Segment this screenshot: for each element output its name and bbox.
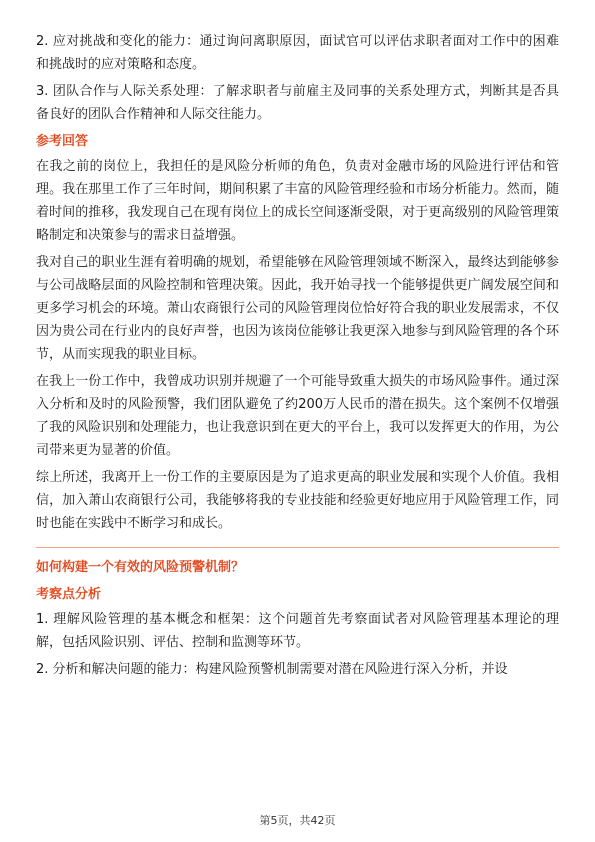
section-divider xyxy=(36,547,559,548)
intro-point-3: 3. 团队合作与人际关系处理：了解求职者与前雇主及同事的关系处理方式，判断其是否具备良好的团队合作精神和人际交往能力。 xyxy=(36,84,559,122)
analysis-point-1: 1. 理解风险管理的基本概念和框架：这个问题首先考察面试者对风险管理基本理论的理解，包括风险识别、评估、控制和监测等环节。 xyxy=(36,612,559,650)
analysis-point-2: 2. 分析和解决问题的能力：构建风险预警机制需要对潜在风险进行深入分析，并设 xyxy=(36,662,508,677)
answer-paragraph: 在我上一份工作中，我曾成功识别并规避了一个可能导致重大损失的市场风险事件。通过深入分析和及时的风险预警，我们团队避免了约200万人民币的潜在损失。这个案例不仅增强了我的风险识别和处理能力，也让我意识到在更大的平台上，我可以发挥更大的作用，为公司带来更为显著的价值。 xyxy=(36,374,559,458)
answer-paragraph: 在我之前的岗位上，我担任的是风险分析师的角色，负责对金融市场的风险进行评估和管理。我在那里工作了三年时间，期间积累了丰富的风险管理经验和市场分析能力。然而，随着时间的推移，我发现自己在现有岗位上的成长空间逐渐受限，对于更高级别的风险管理策略制定和决策参与的需求日益增强。 xyxy=(36,159,559,243)
answer-paragraph: 综上所述，我离开上一份工作的主要原因是为了追求更高的职业发展和实现个人价值。我相信，加入萧山农商银行公司，我能够将我的专业技能和经验更好地应用于风险管理工作，同时也能在实践中不断学习和成长。 xyxy=(36,470,559,531)
question-title: 如何构建一个有效的风险预警机制？ xyxy=(36,560,245,575)
answer-heading: 参考回答 xyxy=(36,134,89,149)
page-number: 第5页，共42页 xyxy=(259,814,336,827)
document-page xyxy=(36,30,559,685)
answer-paragraph: 我对自己的职业生涯有着明确的规划，希望能够在风险管理领域不断深入，最终达到能够参与公司战略层面的风险控制和管理决策。因此，我开始寻找一个能够提供更广阔发展空间和更多学习机会的环境。萧山农商银行公司的风险管理岗位恰好符合我的职业发展需求，不仅因为贵公司在行业内的良好声誉，也因为该岗位能够让我更深入地参与到风险管理的各个环节，从而实现我的职业目标。 xyxy=(36,255,559,362)
analysis-heading: 考察点分析 xyxy=(36,587,102,602)
intro-point-2: 2. 应对挑战和变化的能力：通过询问离职原因，面试官可以评估求职者面对工作中的困难和挑战时的应对策略和态度。 xyxy=(36,34,559,72)
